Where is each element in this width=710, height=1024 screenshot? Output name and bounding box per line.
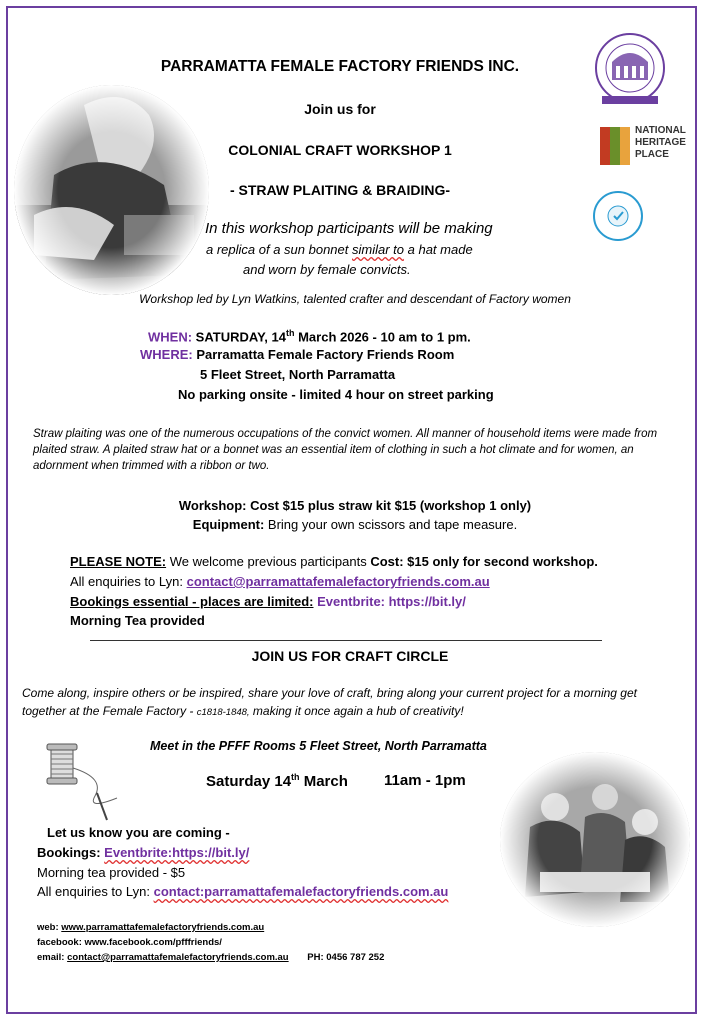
footer-email bbox=[37, 952, 384, 963]
intro-line-2c: a hat made bbox=[404, 242, 473, 257]
enquiries-email-link[interactable]: contact@parramattafemalefactoryfriends.com.au bbox=[186, 574, 490, 589]
when-line bbox=[148, 328, 471, 344]
circle-date-month: March bbox=[299, 773, 348, 790]
intro-line-2 bbox=[206, 242, 473, 257]
join-us-label: Join us for bbox=[304, 101, 376, 117]
nhp-line1: NATIONAL bbox=[635, 125, 686, 136]
bookings-eventbrite-link[interactable]: Eventbrite: https://bit.ly/ bbox=[313, 594, 466, 609]
footer-email-link[interactable]: contact@parramattafemalefactoryfriends.com.au bbox=[67, 952, 289, 963]
when-value-b: March 2026 - 10 am to 1 pm. bbox=[294, 329, 471, 345]
national-heritage-place-logo bbox=[600, 125, 686, 171]
nhp-line2: HERITAGE bbox=[635, 137, 686, 148]
equipment-line bbox=[60, 517, 650, 532]
circle-time: 11am - 1pm bbox=[384, 772, 466, 789]
where-line bbox=[140, 347, 454, 362]
footer-web-label: web: bbox=[37, 922, 62, 933]
craft-paragraph-a: Come along, inspire others or be inspired, share your love of craft, bring along your current project for a morning get together at the Female Factory - bbox=[22, 686, 637, 718]
meet-line: Meet in the PFFF Rooms 5 Fleet Street, North Parramatta bbox=[150, 739, 487, 753]
enquiries-line bbox=[70, 574, 490, 589]
circle-enquiries-email-link[interactable]: contact:parramattafemalefactoryfriends.com.au bbox=[153, 884, 449, 899]
workshop-title: COLONIAL CRAFT WORKSHOP 1 bbox=[228, 142, 452, 158]
craft-paragraph-dates: c1818-1848, bbox=[196, 707, 250, 718]
footer-phone: PH: 0456 787 252 bbox=[307, 952, 385, 963]
thread-spool-icon bbox=[35, 738, 135, 823]
circle-date-day: Saturday 14 bbox=[206, 773, 292, 790]
intro-line-2a: a replica of a sun bonnet bbox=[206, 242, 352, 257]
when-value: SATURDAY, 14 bbox=[195, 329, 286, 345]
bookings-label: Bookings essential - places are limited: bbox=[70, 594, 314, 609]
craft-paragraph bbox=[22, 684, 647, 722]
when-sup: th bbox=[285, 328, 295, 338]
please-note-line bbox=[70, 554, 598, 569]
footer-web-link[interactable]: www.parramattafemalefactoryfriends.com.au bbox=[61, 922, 265, 933]
where-line-2: 5 Fleet Street, North Parramatta bbox=[200, 367, 396, 382]
intro-line-3: and worn by female convicts. bbox=[243, 262, 411, 277]
note-text: We welcome previous participants bbox=[166, 554, 371, 569]
circle-bookings-link[interactable]: Eventbrite:https://bit.ly/ bbox=[104, 845, 250, 860]
parking-note: No parking onsite - limited 4 hour on street parking bbox=[178, 387, 494, 402]
nhp-line3: PLACE bbox=[635, 149, 669, 160]
bookings-line bbox=[70, 594, 466, 609]
org-title: PARRAMATTA FEMALE FACTORY FRIENDS INC. bbox=[160, 58, 520, 75]
circle-bookings-line bbox=[37, 845, 249, 860]
pfff-logo bbox=[582, 30, 678, 110]
circle-enquiries-label: All enquiries to Lyn: bbox=[37, 884, 154, 899]
note-cost: Cost: $15 only for second workshop. bbox=[370, 554, 598, 569]
workshop-subtitle: - STRAW PLAITING & BRAIDING- bbox=[229, 182, 451, 198]
women-sewing-illustration bbox=[500, 752, 690, 927]
circle-date bbox=[206, 772, 348, 790]
circle-date-sup: th bbox=[291, 772, 300, 782]
morning-tea-line: Morning Tea provided bbox=[70, 613, 205, 628]
history-paragraph: Straw plaiting was one of the numerous occupations of the convict women. All manner of household items were made from plaited straw. A plaited straw hat or a bonnet was an essential item of clothing in such a hot climate and for women, an adornment when trimmed with a ribbon or two. bbox=[33, 428, 658, 472]
cost-line: Workshop: Cost $15 plus straw kit $15 (workshop 1 only) bbox=[178, 498, 532, 513]
let-us-know: Let us know you are coming - bbox=[47, 825, 230, 840]
circle-bookings-label: Bookings: bbox=[37, 845, 105, 860]
enquiries-label: All enquiries to Lyn: bbox=[70, 574, 187, 589]
note-label: PLEASE NOTE: bbox=[70, 554, 167, 569]
intro-line-1: In this workshop participants will be making bbox=[205, 220, 493, 237]
registered-charity-badge bbox=[592, 190, 644, 242]
craft-paragraph-b: making it once again a hub of creativity! bbox=[249, 704, 464, 718]
workshop-led-by: Workshop led by Lyn Watkins, talented crafter and descendant of Factory women bbox=[139, 292, 571, 306]
equipment-label: Equipment: bbox=[192, 517, 265, 532]
footer-web bbox=[37, 922, 264, 933]
footer-email-label: email: bbox=[37, 952, 68, 963]
circle-enquiries-line bbox=[37, 884, 448, 899]
when-label: WHEN: bbox=[148, 329, 193, 345]
where-value-1: Parramatta Female Factory Friends Room bbox=[196, 347, 455, 362]
intro-line-2b: similar to bbox=[352, 242, 405, 257]
section-divider bbox=[90, 640, 602, 641]
footer-facebook: facebook: www.facebook.com/pfffriends/ bbox=[37, 937, 222, 948]
equipment-value: Bring your own scissors and tape measure. bbox=[264, 517, 518, 532]
where-label: WHERE: bbox=[140, 347, 193, 362]
craft-circle-title: JOIN US FOR CRAFT CIRCLE bbox=[251, 648, 449, 664]
circle-morning-tea: Morning tea provided - $5 bbox=[37, 865, 186, 880]
